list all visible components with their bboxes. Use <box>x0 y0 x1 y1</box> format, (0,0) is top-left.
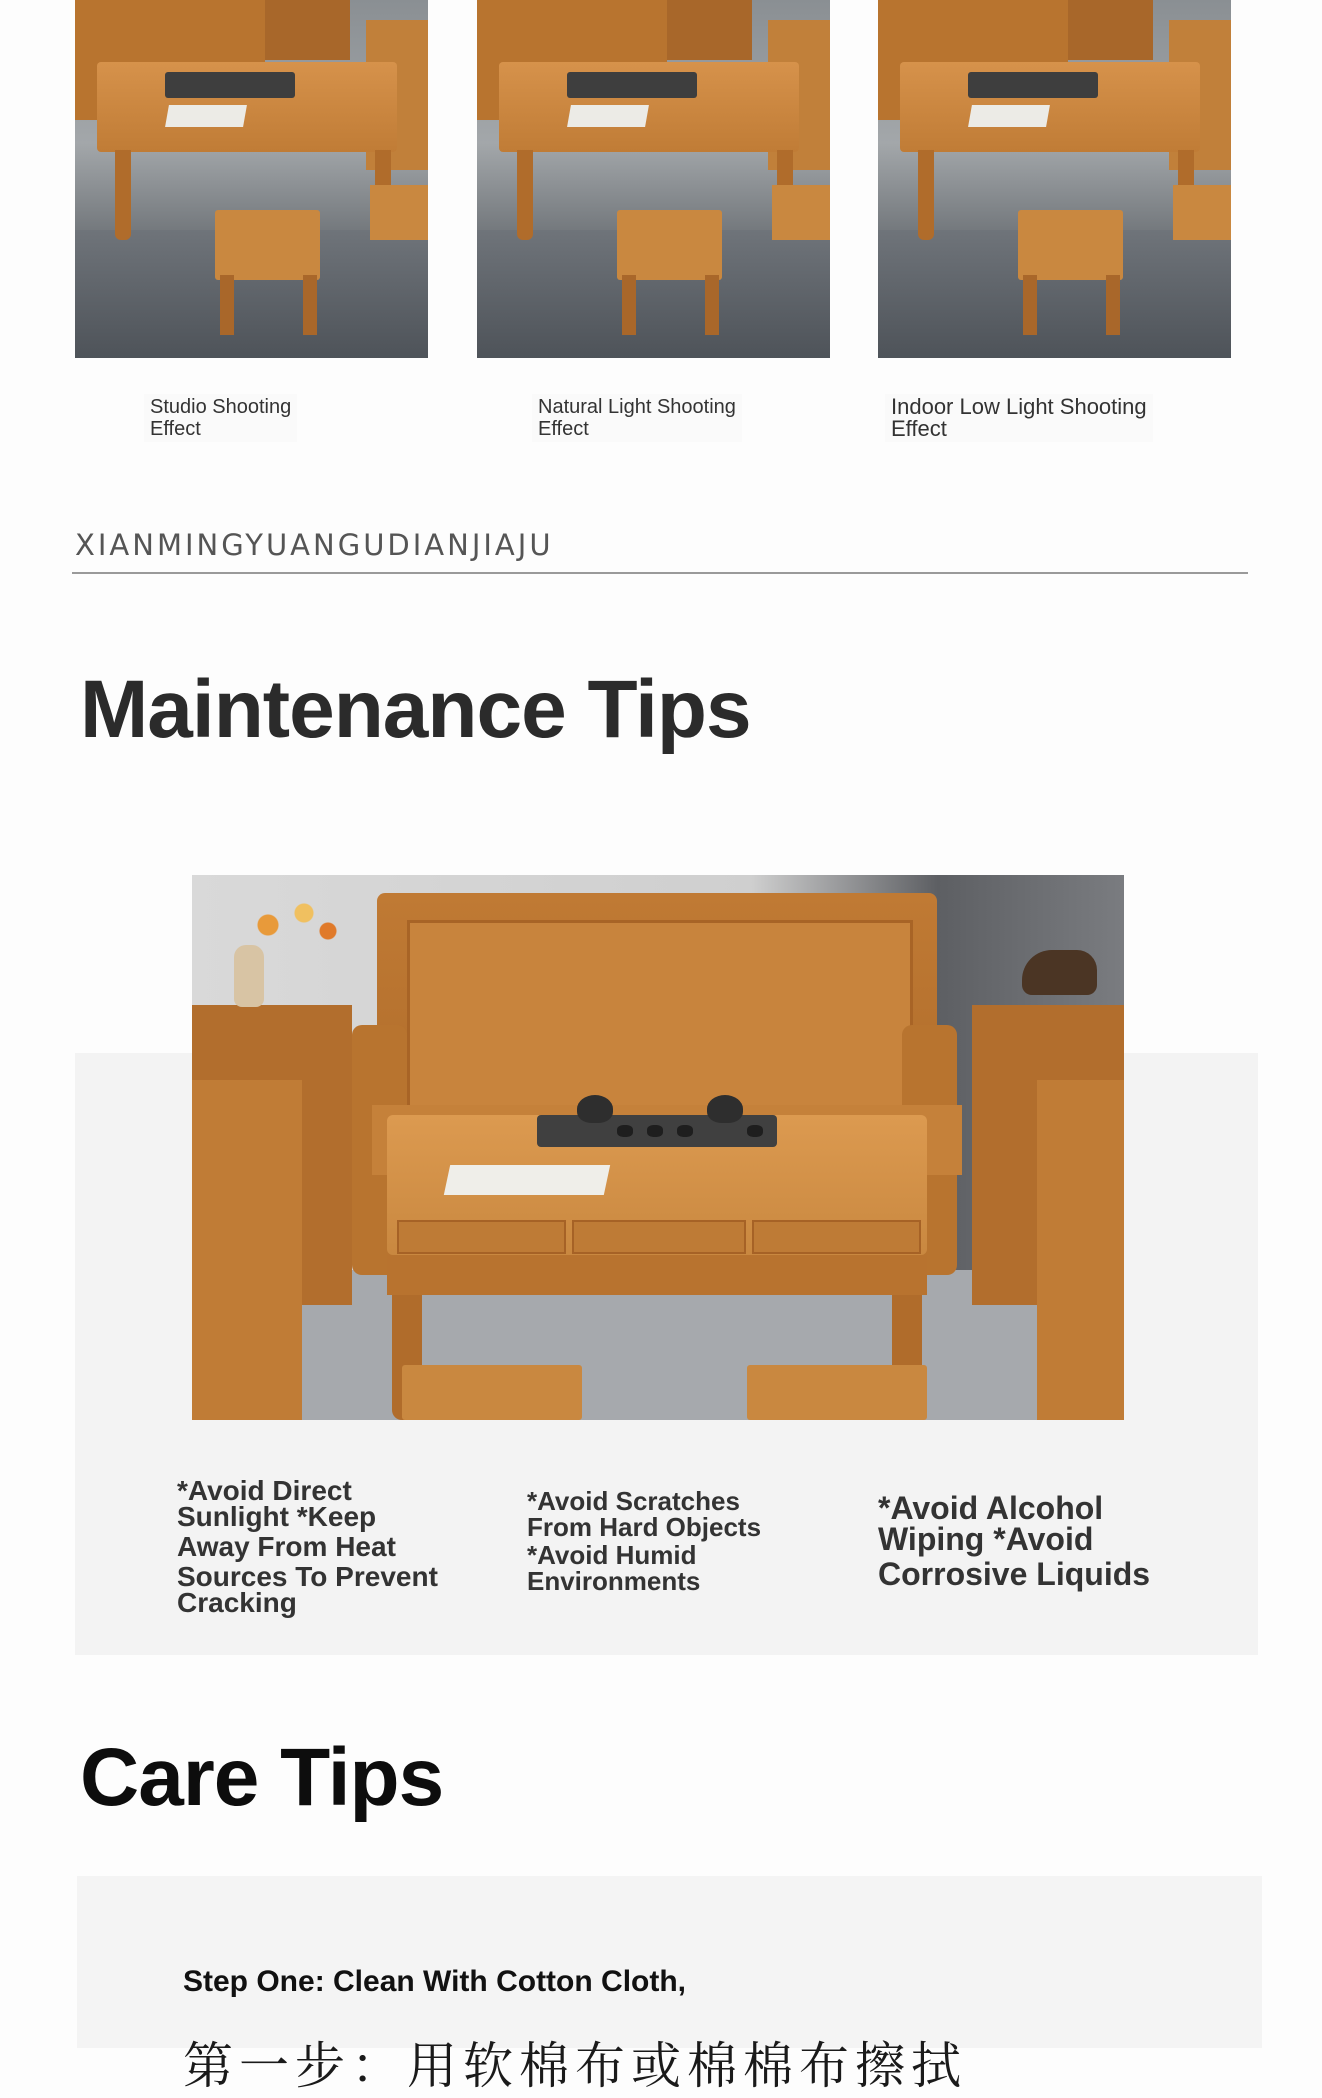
tip-scratches <box>527 1488 761 1594</box>
natural-light-shooting-photo <box>477 0 830 358</box>
studio-shooting-caption <box>144 394 297 442</box>
caption-line: Natural Light Shooting <box>538 396 736 418</box>
natural-light-shooting-caption <box>532 394 742 442</box>
caption-line: Effect <box>891 416 947 441</box>
tip-line: *Avoid Alcohol <box>878 1490 1104 1526</box>
tip-line: *Avoid Humid <box>527 1540 697 1570</box>
brand-name: XIANMINGYUANGUDIANJIAJU <box>75 528 554 562</box>
tip-sunlight <box>177 1475 438 1618</box>
tip-line: Environments <box>527 1566 701 1596</box>
indoor-low-light-shooting-caption <box>885 394 1153 442</box>
tip-line: Away From Heat <box>177 1531 396 1562</box>
step-one-chinese-text: 第一步：用软棉布或棉棉布擦拭 <box>183 2037 967 2095</box>
studio-shooting-photo <box>75 0 428 358</box>
tip-line: Corrosive Liquids <box>878 1556 1151 1592</box>
indoor-low-light-shooting-photo <box>878 0 1231 358</box>
caption-line: Effect <box>150 418 201 440</box>
care-title: Care Tips <box>80 1732 444 1823</box>
caption-line: Studio Shooting <box>150 396 292 418</box>
tip-line: Sources To Prevent <box>177 1561 438 1592</box>
tip-line: *Avoid Scratches <box>527 1486 740 1516</box>
tip-line: Cracking <box>177 1587 297 1618</box>
caption-line: Indoor Low Light Shooting <box>891 394 1147 419</box>
step-one-text: Step One: Clean With Cotton Cloth, <box>183 1965 687 1998</box>
maintenance-title: Maintenance Tips <box>80 664 751 755</box>
tip-line: From Hard Objects <box>527 1512 762 1542</box>
care-panel <box>77 1876 1262 2048</box>
tip-alcohol <box>878 1490 1151 1592</box>
caption-line: Effect <box>538 418 589 440</box>
sofa-set-photo <box>192 875 1124 1420</box>
tip-line: *Avoid Direct <box>177 1475 352 1506</box>
tip-line: Wiping *Avoid <box>878 1521 1094 1557</box>
tip-line: Sunlight *Keep <box>177 1501 377 1532</box>
brand-divider <box>72 572 1248 574</box>
